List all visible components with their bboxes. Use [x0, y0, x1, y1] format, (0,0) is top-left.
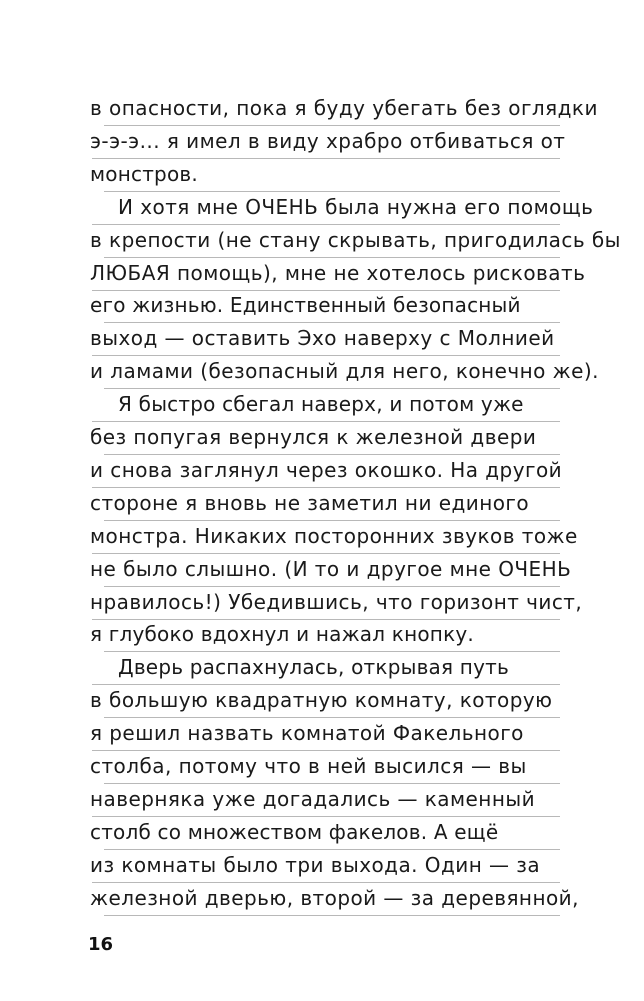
notebook-rule-line	[104, 520, 560, 521]
notebook-rule-line	[92, 684, 560, 685]
notebook-rule-line	[92, 355, 560, 356]
text-line: монстров.	[90, 162, 198, 186]
notebook-rule-line	[92, 750, 560, 751]
notebook-rule-line	[104, 322, 560, 323]
text-line: ЛЮБАЯ помощь), мне не хотелось рисковать	[90, 261, 586, 285]
notebook-rule-line	[92, 158, 560, 159]
text-line: монстра. Никаких посторонних звуков тоже	[90, 524, 578, 548]
text-line: я глубоко вдохнул и нажал кнопку.	[90, 622, 474, 646]
notebook-rule-line	[92, 619, 560, 620]
text-line: Дверь распахнулась, открывая путь	[118, 655, 509, 679]
notebook-rule-line	[92, 882, 560, 883]
notebook-rule-line	[104, 388, 560, 389]
notebook-rule-line	[104, 717, 560, 718]
text-line: выход — оставить Эхо наверху с Молнией	[90, 326, 555, 350]
page-number: 16	[88, 934, 114, 955]
text-line: в крепости (не стану скрывать, пригодилась бы	[90, 228, 621, 252]
text-line: и снова заглянул через окошко. На другой	[90, 458, 563, 482]
notebook-rule-line	[92, 224, 560, 225]
notebook-rule-line	[104, 125, 560, 126]
text-line: столб со множеством факелов. А ещё	[90, 820, 499, 844]
text-line: я решил назвать комнатой Факельного	[90, 721, 524, 745]
text-line: без попугая вернулся к железной двери	[90, 425, 537, 449]
notebook-rule-line	[104, 783, 560, 784]
notebook-rule-line	[104, 849, 560, 850]
notebook-rule-line	[104, 651, 560, 652]
text-line: и ламами (безопасный для него, конечно же).	[90, 359, 599, 383]
text-line: в большую квадратную комнату, которую	[90, 688, 553, 712]
text-line: железной дверью, второй — за деревянной,	[90, 886, 579, 910]
notebook-rule-line	[104, 586, 560, 587]
text-line: в опасности, пока я буду убегать без оглядки	[90, 96, 598, 120]
text-line: стороне я вновь не заметил ни единого	[90, 491, 530, 515]
text-line: нравилось!) Убедившись, что горизонт чист,	[90, 590, 583, 614]
text-line: Я быстро сбегал наверх, и потом уже	[118, 392, 524, 416]
text-line: э-э-э... я имел в виду храбро отбиваться от	[90, 129, 566, 153]
notebook-rule-line	[92, 487, 560, 488]
notebook-rule-line	[92, 290, 560, 291]
text-line: столба, потому что в ней высился — вы	[90, 754, 527, 778]
text-line: И хотя мне ОЧЕНЬ была нужна его помощь	[118, 195, 594, 219]
notebook-rule-line	[104, 257, 560, 258]
text-line: не было слышно. (И то и другое мне ОЧЕНЬ	[90, 557, 572, 581]
notebook-rule-line	[92, 421, 560, 422]
text-line: его жизнью. Единственный безопасный	[90, 293, 521, 317]
notebook-rule-line	[104, 454, 560, 455]
notebook-rule-line	[104, 191, 560, 192]
notebook-rule-line	[92, 816, 560, 817]
text-line: наверняка уже догадались — каменный	[90, 787, 536, 811]
notebook-rule-line	[104, 915, 560, 916]
notebook-rule-line	[92, 553, 560, 554]
text-line: из комнаты было три выхода. Один — за	[90, 853, 541, 877]
